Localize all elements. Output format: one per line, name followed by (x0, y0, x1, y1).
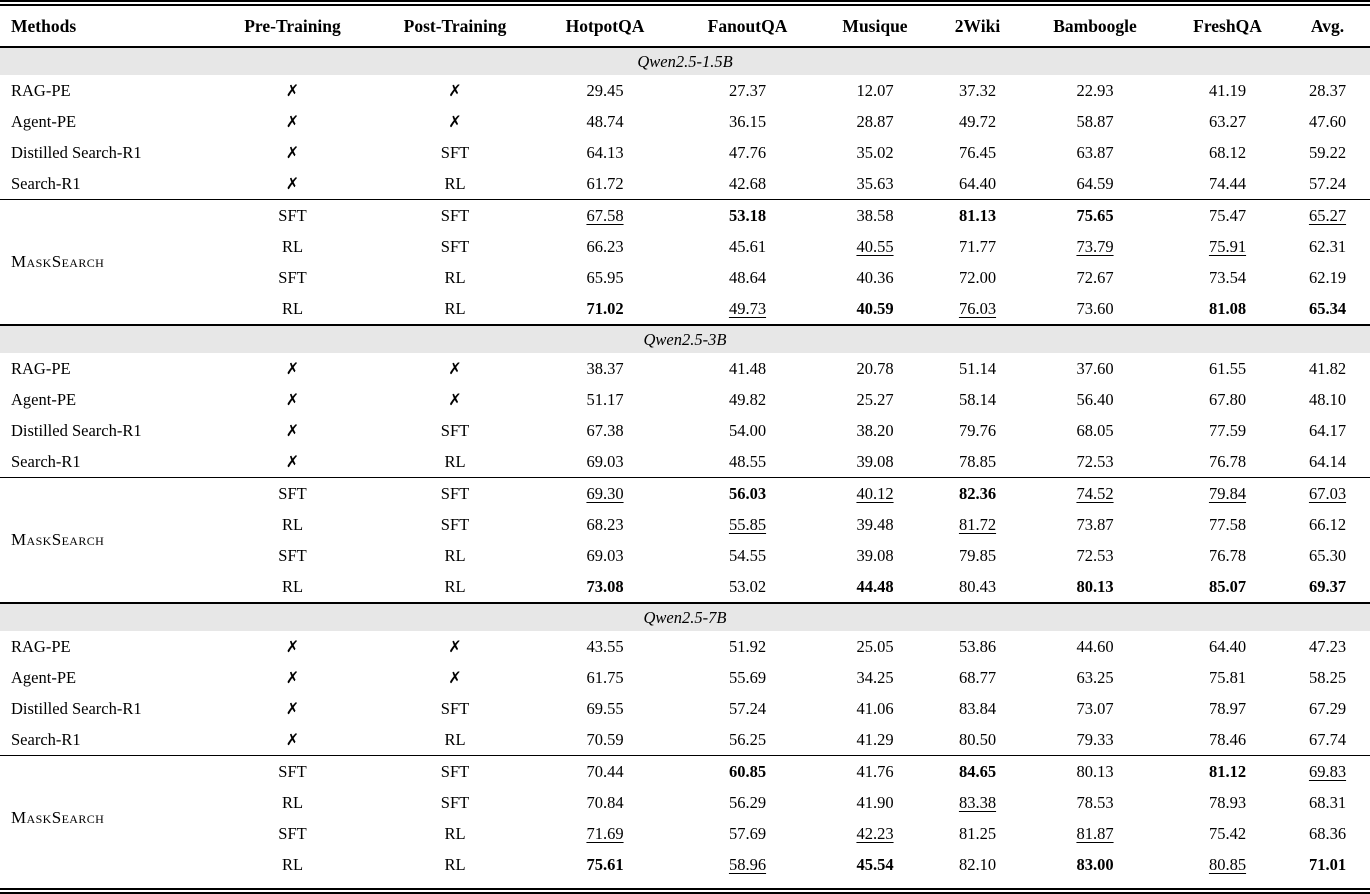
score-cell: 12.07 (856, 80, 894, 100)
score-cell: 20.78 (856, 358, 894, 378)
score-cell: 64.17 (1308, 420, 1347, 440)
pre-training-cell: RL (281, 236, 304, 256)
score-cell: 83.38 (958, 792, 997, 812)
score-cell: 51.17 (586, 389, 624, 409)
score-cell: 64.40 (958, 173, 997, 193)
score-cell: 76.78 (1208, 545, 1247, 565)
masksearch-method-label: MaskSearch (0, 756, 205, 881)
method-cell: Search-R1 (11, 173, 81, 193)
score-cell: 38.37 (586, 358, 624, 378)
score-cell: 78.85 (958, 451, 997, 471)
score-cell: 75.61 (586, 854, 624, 874)
score-cell: 40.36 (856, 267, 894, 287)
score-cell: 67.03 (1285, 478, 1370, 510)
score-cell: 73.60 (1076, 298, 1114, 318)
column-header-freshqa: FreshQA (1170, 6, 1285, 47)
ballot-x-icon: ✗ (448, 111, 462, 131)
pre-training-cell: SFT (278, 823, 307, 843)
column-header-post-training: Post-Training (380, 6, 530, 47)
post-training-cell (380, 106, 530, 137)
score-cell: 44.60 (1076, 636, 1114, 656)
score-cell: 41.90 (856, 792, 894, 812)
score-cell: 70.84 (586, 792, 624, 812)
score-cell: 62.31 (1308, 236, 1347, 256)
score-cell: 80.50 (958, 729, 997, 749)
score-cell: 63.27 (1208, 111, 1247, 131)
score-cell: 83.00 (1076, 854, 1114, 874)
score-cell: 49.73 (728, 298, 767, 318)
column-header-avg: Avg. (1285, 6, 1370, 47)
ballot-x-icon: ✗ (285, 729, 300, 749)
post-training-cell: RL (444, 173, 466, 193)
score-cell: 48.10 (1308, 389, 1347, 409)
score-cell: 82.36 (935, 478, 1020, 510)
score-cell: 79.33 (1076, 729, 1114, 749)
table-row (0, 662, 1370, 693)
score-cell: 81.72 (958, 514, 997, 534)
ballot-x-icon: ✗ (285, 667, 300, 687)
score-cell: 79.84 (1170, 478, 1285, 510)
column-header-fanoutqa: FanoutQA (680, 6, 815, 47)
score-cell: 73.07 (1076, 698, 1114, 718)
score-cell: 69.55 (586, 698, 624, 718)
post-training-cell: SFT (380, 756, 530, 788)
method-cell: Distilled Search-R1 (11, 698, 142, 718)
score-cell: 49.72 (958, 111, 997, 131)
table-row (0, 353, 1370, 384)
pre-training-cell: SFT (205, 756, 380, 788)
pre-training-cell: RL (281, 514, 304, 534)
ballot-x-icon: ✗ (285, 358, 300, 378)
score-cell: 70.44 (530, 756, 680, 788)
score-cell: 53.02 (728, 576, 767, 596)
score-cell: 44.48 (856, 576, 894, 596)
score-cell: 64.13 (586, 142, 624, 162)
column-header-2wiki: 2Wiki (935, 6, 1020, 47)
score-cell: 75.65 (1020, 200, 1170, 232)
ballot-x-icon: ✗ (448, 636, 462, 656)
post-training-cell: SFT (380, 478, 530, 510)
column-header-hotpotqa: HotpotQA (530, 6, 680, 47)
pre-training-cell (205, 384, 380, 415)
score-cell: 65.27 (1285, 200, 1370, 232)
pre-training-cell (205, 106, 380, 137)
column-header-bamboogle: Bamboogle (1020, 6, 1170, 47)
section-band-row (0, 325, 1370, 353)
table-header-row (0, 6, 1370, 47)
method-cell: Agent-PE (11, 111, 77, 131)
column-header-musique: Musique (815, 6, 935, 47)
score-cell: 68.05 (1076, 420, 1114, 440)
table-row (0, 540, 1370, 571)
score-cell: 47.60 (1308, 111, 1347, 131)
score-cell: 75.42 (1208, 823, 1247, 843)
score-cell: 48.55 (728, 451, 767, 471)
score-cell: 39.08 (856, 451, 894, 471)
pre-training-cell (205, 137, 380, 168)
masksearch-method-label: MaskSearch (0, 200, 205, 326)
score-cell: 65.34 (1308, 298, 1347, 318)
table-row (0, 106, 1370, 137)
score-cell: 48.74 (586, 111, 624, 131)
section-header: Qwen2.5-7B (0, 603, 1370, 631)
score-cell: 76.45 (958, 142, 997, 162)
table-row (0, 75, 1370, 106)
score-cell: 56.25 (728, 729, 767, 749)
table-row (0, 231, 1370, 262)
score-cell: 51.14 (958, 358, 997, 378)
score-cell: 80.13 (1020, 756, 1170, 788)
score-cell: 65.95 (586, 267, 624, 287)
pre-training-cell (205, 168, 380, 200)
method-cell: RAG-PE (11, 358, 71, 378)
pre-training-cell (205, 724, 380, 756)
score-cell: 40.55 (856, 236, 894, 256)
score-cell: 47.76 (728, 142, 767, 162)
method-cell: Agent-PE (11, 667, 77, 687)
ballot-x-icon: ✗ (285, 389, 300, 409)
ballot-x-icon: ✗ (448, 80, 462, 100)
score-cell: 78.97 (1208, 698, 1247, 718)
score-cell: 41.48 (728, 358, 767, 378)
score-cell: 41.19 (1208, 80, 1247, 100)
post-training-cell: SFT (440, 792, 470, 812)
section-header: Qwen2.5-3B (0, 325, 1370, 353)
score-cell: 29.45 (586, 80, 624, 100)
score-cell: 57.24 (728, 698, 767, 718)
score-cell: 81.13 (935, 200, 1020, 232)
score-cell: 78.46 (1208, 729, 1247, 749)
score-cell: 80.85 (1208, 854, 1247, 874)
score-cell: 81.12 (1170, 756, 1285, 788)
ballot-x-icon: ✗ (285, 142, 300, 162)
pre-training-cell: SFT (278, 545, 307, 565)
post-training-cell (380, 384, 530, 415)
score-cell: 69.03 (586, 545, 624, 565)
pre-training-cell: RL (281, 576, 304, 596)
score-cell: 28.37 (1308, 80, 1347, 100)
score-cell: 55.69 (728, 667, 767, 687)
score-cell: 51.92 (728, 636, 767, 656)
ballot-x-icon: ✗ (448, 667, 462, 687)
score-cell: 68.23 (586, 514, 624, 534)
post-training-cell: RL (444, 267, 466, 287)
method-cell: Agent-PE (11, 389, 77, 409)
score-cell: 75.81 (1208, 667, 1247, 687)
pre-training-cell (205, 446, 380, 478)
score-cell: 67.38 (586, 420, 624, 440)
score-cell: 72.53 (1076, 451, 1114, 471)
score-cell: 71.01 (1308, 854, 1347, 874)
score-cell: 66.12 (1308, 514, 1347, 534)
score-cell: 74.44 (1208, 173, 1247, 193)
score-cell: 43.55 (586, 636, 624, 656)
pre-training-cell: RL (281, 854, 304, 874)
score-cell: 58.14 (958, 389, 997, 409)
score-cell: 80.13 (1076, 576, 1114, 596)
score-cell: 76.03 (958, 298, 997, 318)
table-row (0, 509, 1370, 540)
score-cell: 69.03 (586, 451, 624, 471)
score-cell: 41.76 (815, 756, 935, 788)
method-cell: Distilled Search-R1 (11, 420, 142, 440)
score-cell: 25.27 (856, 389, 894, 409)
ballot-x-icon: ✗ (448, 389, 462, 409)
table-row (0, 571, 1370, 603)
score-cell: 75.91 (1208, 236, 1247, 256)
table-row (0, 724, 1370, 756)
score-cell: 39.48 (856, 514, 894, 534)
ballot-x-icon: ✗ (285, 636, 300, 656)
table-row (0, 168, 1370, 200)
score-cell: 39.08 (856, 545, 894, 565)
score-cell: 56.40 (1076, 389, 1114, 409)
score-cell: 75.47 (1170, 200, 1285, 232)
score-cell: 81.08 (1208, 298, 1247, 318)
score-cell: 68.36 (1308, 823, 1347, 843)
ballot-x-icon: ✗ (285, 420, 300, 440)
score-cell: 69.83 (1285, 756, 1370, 788)
post-training-cell: RL (444, 451, 466, 471)
pre-training-cell: SFT (278, 267, 307, 287)
score-cell: 55.85 (728, 514, 767, 534)
score-cell: 73.54 (1208, 267, 1247, 287)
ballot-x-icon: ✗ (285, 111, 300, 131)
score-cell: 38.58 (815, 200, 935, 232)
score-cell: 41.06 (856, 698, 894, 718)
score-cell: 56.03 (680, 478, 815, 510)
score-cell: 64.14 (1308, 451, 1347, 471)
score-cell: 34.25 (856, 667, 894, 687)
table-row (0, 200, 1370, 232)
score-cell: 77.59 (1208, 420, 1247, 440)
table-row (0, 693, 1370, 724)
ballot-x-icon: ✗ (285, 80, 300, 100)
score-cell: 85.07 (1208, 576, 1247, 596)
table-row (0, 293, 1370, 325)
table-row (0, 818, 1370, 849)
table-row (0, 756, 1370, 788)
pre-training-cell (205, 631, 380, 662)
pre-training-cell (205, 75, 380, 106)
score-cell: 71.02 (586, 298, 624, 318)
score-cell: 35.63 (856, 173, 894, 193)
score-cell: 28.87 (856, 111, 894, 131)
post-training-cell (380, 662, 530, 693)
post-training-cell: RL (444, 854, 466, 874)
score-cell: 37.32 (958, 80, 997, 100)
score-cell: 67.74 (1308, 729, 1347, 749)
post-training-cell: SFT (440, 236, 470, 256)
post-training-cell: RL (444, 729, 466, 749)
score-cell: 83.84 (958, 698, 997, 718)
score-cell: 79.76 (958, 420, 997, 440)
score-cell: 56.29 (728, 792, 767, 812)
score-cell: 40.59 (856, 298, 894, 318)
score-cell: 67.29 (1308, 698, 1347, 718)
table-row (0, 478, 1370, 510)
score-cell: 57.69 (728, 823, 767, 843)
table-row (0, 446, 1370, 478)
score-cell: 70.59 (586, 729, 624, 749)
table-row (0, 631, 1370, 662)
score-cell: 81.87 (1076, 823, 1114, 843)
score-cell: 58.25 (1308, 667, 1347, 687)
score-cell: 71.69 (586, 823, 624, 843)
score-cell: 81.25 (958, 823, 997, 843)
score-cell: 72.67 (1076, 267, 1114, 287)
score-cell: 54.55 (728, 545, 767, 565)
score-cell: 59.22 (1308, 142, 1347, 162)
score-cell: 67.58 (530, 200, 680, 232)
score-cell: 77.58 (1208, 514, 1247, 534)
score-cell: 41.82 (1308, 358, 1347, 378)
pre-training-cell (205, 662, 380, 693)
score-cell: 72.00 (958, 267, 997, 287)
score-cell: 60.85 (680, 756, 815, 788)
score-cell: 64.40 (1208, 636, 1247, 656)
score-cell: 54.00 (728, 420, 767, 440)
score-cell: 68.12 (1208, 142, 1247, 162)
post-training-cell: SFT (440, 514, 470, 534)
ballot-x-icon: ✗ (285, 698, 300, 718)
score-cell: 68.31 (1308, 792, 1347, 812)
score-cell: 78.93 (1208, 792, 1247, 812)
method-cell: RAG-PE (11, 636, 71, 656)
post-training-cell: RL (444, 576, 466, 596)
post-training-cell: RL (444, 298, 466, 318)
score-cell: 69.37 (1308, 576, 1347, 596)
pre-training-cell: RL (281, 792, 304, 812)
score-cell: 63.87 (1076, 142, 1114, 162)
column-header-pre-training: Pre-Training (205, 6, 380, 47)
table-body (0, 47, 1370, 880)
score-cell: 72.53 (1076, 545, 1114, 565)
score-cell: 82.10 (958, 854, 997, 874)
score-cell: 61.75 (586, 667, 624, 687)
score-cell: 53.18 (680, 200, 815, 232)
method-cell: Distilled Search-R1 (11, 142, 142, 162)
method-cell: Search-R1 (11, 729, 81, 749)
score-cell: 45.54 (856, 854, 894, 874)
pre-training-cell (205, 353, 380, 384)
score-cell: 40.12 (815, 478, 935, 510)
table-row (0, 787, 1370, 818)
score-cell: 41.29 (856, 729, 894, 749)
post-training-cell: RL (444, 823, 466, 843)
post-training-cell (380, 353, 530, 384)
pre-training-cell (205, 693, 380, 724)
table-row (0, 415, 1370, 446)
score-cell: 27.37 (728, 80, 767, 100)
table-row (0, 849, 1370, 880)
score-cell: 42.23 (856, 823, 894, 843)
score-cell: 79.85 (958, 545, 997, 565)
score-cell: 64.59 (1076, 173, 1114, 193)
ballot-x-icon: ✗ (448, 358, 462, 378)
score-cell: 66.23 (586, 236, 624, 256)
score-cell: 58.87 (1076, 111, 1114, 131)
section-band-row (0, 47, 1370, 75)
post-training-cell (380, 75, 530, 106)
score-cell: 45.61 (728, 236, 767, 256)
score-cell: 53.86 (958, 636, 997, 656)
post-training-cell: RL (444, 545, 466, 565)
score-cell: 74.52 (1020, 478, 1170, 510)
score-cell: 35.02 (856, 142, 894, 162)
ballot-x-icon: ✗ (285, 173, 300, 193)
score-cell: 68.77 (958, 667, 997, 687)
score-cell: 47.23 (1308, 636, 1347, 656)
score-cell: 25.05 (856, 636, 894, 656)
post-training-cell: SFT (380, 200, 530, 232)
score-cell: 73.87 (1076, 514, 1114, 534)
post-training-cell: SFT (440, 420, 470, 440)
table-row (0, 137, 1370, 168)
score-cell: 65.30 (1308, 545, 1347, 565)
column-header-methods: Methods (0, 6, 205, 47)
section-band-row (0, 603, 1370, 631)
post-training-cell: SFT (440, 698, 470, 718)
pre-training-cell: SFT (205, 200, 380, 232)
table-row (0, 384, 1370, 415)
score-cell: 37.60 (1076, 358, 1114, 378)
score-cell: 61.72 (586, 173, 624, 193)
pre-training-cell (205, 415, 380, 446)
pre-training-cell: RL (281, 298, 304, 318)
method-cell: Search-R1 (11, 451, 81, 471)
score-cell: 61.55 (1208, 358, 1247, 378)
score-cell: 80.43 (958, 576, 997, 596)
score-cell: 73.08 (586, 576, 624, 596)
masksearch-method-label: MaskSearch (0, 478, 205, 604)
score-cell: 36.15 (728, 111, 767, 131)
method-cell: RAG-PE (11, 80, 71, 100)
score-cell: 67.80 (1208, 389, 1247, 409)
pre-training-cell: SFT (205, 478, 380, 510)
ballot-x-icon: ✗ (285, 451, 300, 471)
score-cell: 57.24 (1308, 173, 1347, 193)
score-cell: 76.78 (1208, 451, 1247, 471)
score-cell: 22.93 (1076, 80, 1114, 100)
score-cell: 71.77 (958, 236, 997, 256)
score-cell: 78.53 (1076, 792, 1114, 812)
score-cell: 84.65 (935, 756, 1020, 788)
table-row (0, 262, 1370, 293)
score-cell: 58.96 (728, 854, 767, 874)
score-cell: 48.64 (728, 267, 767, 287)
section-header: Qwen2.5-1.5B (0, 47, 1370, 75)
score-cell: 42.68 (728, 173, 767, 193)
score-cell: 69.30 (530, 478, 680, 510)
results-table (0, 6, 1370, 880)
score-cell: 38.20 (856, 420, 894, 440)
score-cell: 73.79 (1076, 236, 1114, 256)
score-cell: 62.19 (1308, 267, 1347, 287)
post-training-cell: SFT (440, 142, 470, 162)
score-cell: 49.82 (728, 389, 767, 409)
score-cell: 63.25 (1076, 667, 1114, 687)
post-training-cell (380, 631, 530, 662)
